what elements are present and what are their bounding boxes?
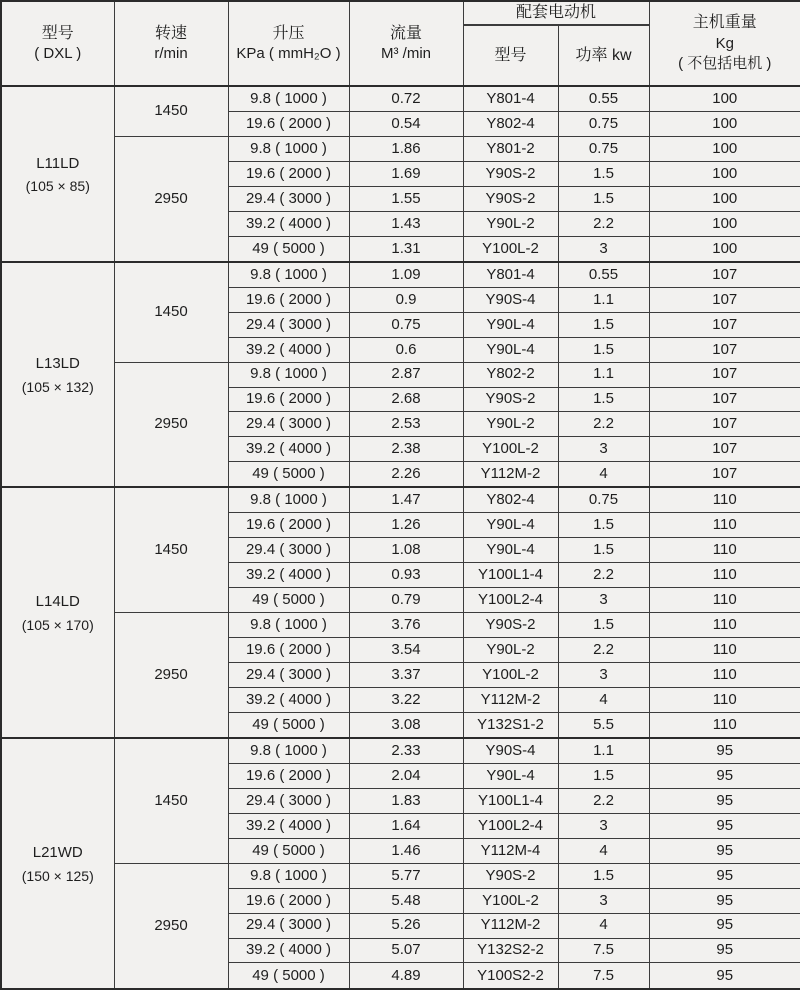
flow-cell: 4.89	[349, 963, 463, 989]
weight-cell: 100	[649, 236, 800, 262]
weight-cell: 107	[649, 262, 800, 288]
pressure-cell: 9.8 ( 1000 )	[228, 487, 349, 513]
flow-cell: 2.87	[349, 362, 463, 387]
motor-model-cell: Y90S-2	[463, 863, 558, 888]
header-flow-line1: 流量	[389, 24, 422, 42]
weight-cell: 107	[649, 337, 800, 362]
pressure-cell: 19.6 ( 2000 )	[228, 763, 349, 788]
pressure-cell: 19.6 ( 2000 )	[228, 387, 349, 412]
motor-power-cell: 0.75	[558, 487, 649, 513]
weight-cell: 95	[649, 913, 800, 938]
motor-power-cell: 5.5	[558, 712, 649, 738]
motor-power-cell: 7.5	[558, 938, 649, 963]
weight-cell: 95	[649, 963, 800, 989]
flow-cell: 1.83	[349, 788, 463, 813]
motor-model-cell: Y90L-4	[463, 513, 558, 538]
weight-cell: 95	[649, 763, 800, 788]
flow-cell: 1.31	[349, 236, 463, 262]
weight-cell: 100	[649, 86, 800, 112]
model-cell	[1, 738, 114, 989]
model-cell	[1, 86, 114, 262]
flow-cell: 1.26	[349, 513, 463, 538]
header-speed-line1: 转速	[154, 24, 187, 42]
pressure-cell: 49 ( 5000 )	[228, 838, 349, 863]
flow-cell: 0.75	[349, 312, 463, 337]
flow-cell: 5.26	[349, 913, 463, 938]
motor-model-cell: Y100L-2	[463, 236, 558, 262]
motor-power-cell: 1.5	[558, 513, 649, 538]
pressure-cell: 19.6 ( 2000 )	[228, 513, 349, 538]
pressure-cell: 9.8 ( 1000 )	[228, 86, 349, 112]
weight-cell: 110	[649, 538, 800, 563]
motor-power-cell: 2.2	[558, 412, 649, 437]
flow-cell: 1.86	[349, 136, 463, 161]
motor-model-cell: Y100S2-2	[463, 963, 558, 989]
pressure-cell: 19.6 ( 2000 )	[228, 112, 349, 137]
motor-power-cell: 0.55	[558, 86, 649, 112]
weight-cell: 107	[649, 287, 800, 312]
pressure-cell: 49 ( 5000 )	[228, 712, 349, 738]
motor-model-cell: Y90L-4	[463, 337, 558, 362]
motor-model-cell: Y90L-4	[463, 312, 558, 337]
pressure-cell: 29.4 ( 3000 )	[228, 186, 349, 211]
speed-cell: 2950	[114, 863, 228, 989]
table-row	[1, 863, 800, 888]
pressure-cell: 9.8 ( 1000 )	[228, 738, 349, 764]
motor-power-cell: 3	[558, 813, 649, 838]
motor-power-cell: 2.2	[558, 563, 649, 588]
motor-power-cell: 0.55	[558, 262, 649, 288]
pressure-cell: 19.6 ( 2000 )	[228, 888, 349, 913]
header-model	[1, 1, 114, 86]
motor-power-cell: 1.5	[558, 312, 649, 337]
weight-cell: 100	[649, 161, 800, 186]
motor-model-cell: Y90S-2	[463, 613, 558, 638]
weight-cell: 100	[649, 211, 800, 236]
model-dimensions: (105 × 132)	[21, 378, 94, 395]
table-header	[1, 1, 800, 86]
header-speed-line2: r/min	[154, 45, 188, 63]
header-flow-line2: M³ /min	[381, 45, 431, 63]
header-row-top	[1, 1, 800, 25]
model-cell	[1, 487, 114, 738]
header-pressure-line2: KPa ( mmH₂O )	[236, 45, 341, 63]
flow-cell: 3.76	[349, 613, 463, 638]
weight-cell: 107	[649, 362, 800, 387]
table-row	[1, 136, 800, 161]
motor-power-cell: 4	[558, 687, 649, 712]
weight-cell: 110	[649, 663, 800, 688]
flow-cell: 0.93	[349, 563, 463, 588]
pressure-cell: 29.4 ( 3000 )	[228, 412, 349, 437]
model-name: L13LD	[35, 355, 80, 373]
motor-model-cell: Y112M-2	[463, 913, 558, 938]
flow-cell: 1.69	[349, 161, 463, 186]
flow-cell: 1.64	[349, 813, 463, 838]
pressure-cell: 29.4 ( 3000 )	[228, 913, 349, 938]
flow-cell: 5.48	[349, 888, 463, 913]
weight-cell: 107	[649, 387, 800, 412]
motor-model-cell: Y112M-4	[463, 838, 558, 863]
header-speed	[114, 1, 228, 86]
flow-cell: 1.55	[349, 186, 463, 211]
speed-cell: 2950	[114, 136, 228, 261]
pressure-cell: 9.8 ( 1000 )	[228, 613, 349, 638]
pressure-cell: 9.8 ( 1000 )	[228, 136, 349, 161]
motor-model-cell: Y132S1-2	[463, 712, 558, 738]
flow-cell: 2.04	[349, 763, 463, 788]
flow-cell: 1.46	[349, 838, 463, 863]
flow-cell: 5.07	[349, 938, 463, 963]
flow-cell: 2.33	[349, 738, 463, 764]
motor-model-cell: Y90L-2	[463, 638, 558, 663]
speed-cell: 1450	[114, 487, 228, 612]
model-dimensions: (105 × 85)	[25, 178, 90, 195]
table-row	[1, 738, 800, 764]
table-row	[1, 613, 800, 638]
weight-cell: 100	[649, 186, 800, 211]
flow-cell: 2.26	[349, 462, 463, 488]
weight-cell: 95	[649, 888, 800, 913]
motor-model-cell: Y132S2-2	[463, 938, 558, 963]
motor-power-cell: 3	[558, 663, 649, 688]
weight-cell: 95	[649, 863, 800, 888]
motor-model-cell: Y801-4	[463, 262, 558, 288]
speed-cell: 1450	[114, 86, 228, 136]
model-name: L11LD	[36, 154, 80, 172]
table-body	[1, 86, 800, 989]
weight-cell: 110	[649, 687, 800, 712]
motor-power-cell: 3	[558, 236, 649, 262]
flow-cell: 0.6	[349, 337, 463, 362]
pressure-cell: 9.8 ( 1000 )	[228, 362, 349, 387]
motor-model-cell: Y90L-2	[463, 211, 558, 236]
weight-cell: 100	[649, 136, 800, 161]
motor-model-cell: Y100L2-4	[463, 813, 558, 838]
motor-model-cell: Y90L-2	[463, 412, 558, 437]
pressure-cell: 39.2 ( 4000 )	[228, 337, 349, 362]
flow-cell: 3.37	[349, 663, 463, 688]
motor-model-cell: Y90L-4	[463, 763, 558, 788]
flow-cell: 2.53	[349, 412, 463, 437]
motor-power-cell: 1.1	[558, 287, 649, 312]
flow-cell: 3.22	[349, 687, 463, 712]
pressure-cell: 19.6 ( 2000 )	[228, 161, 349, 186]
header-pressure	[228, 1, 349, 86]
motor-model-cell: Y100L1-4	[463, 563, 558, 588]
speed-cell: 1450	[114, 262, 228, 362]
model-dimensions: (105 × 170)	[21, 616, 94, 633]
flow-cell: 5.77	[349, 863, 463, 888]
weight-cell: 110	[649, 487, 800, 513]
weight-cell: 110	[649, 513, 800, 538]
table-row	[1, 86, 800, 112]
pressure-cell: 39.2 ( 4000 )	[228, 563, 349, 588]
header-model-line1: 型号	[41, 24, 74, 42]
pressure-cell: 39.2 ( 4000 )	[228, 938, 349, 963]
motor-model-cell: Y112M-2	[463, 462, 558, 488]
motor-power-cell: 7.5	[558, 963, 649, 989]
motor-power-cell: 0.75	[558, 112, 649, 137]
motor-model-cell: Y100L2-4	[463, 588, 558, 613]
flow-cell: 1.47	[349, 487, 463, 513]
motor-power-cell: 3	[558, 437, 649, 462]
motor-power-cell: 1.5	[558, 337, 649, 362]
model-cell	[1, 262, 114, 488]
speed-cell: 1450	[114, 738, 228, 863]
weight-cell: 110	[649, 588, 800, 613]
motor-model-cell: Y100L-2	[463, 663, 558, 688]
flow-cell: 1.09	[349, 262, 463, 288]
table-row	[1, 262, 800, 288]
header-motor-group: 配套电动机	[463, 1, 649, 25]
model-name: L14LD	[35, 593, 80, 611]
pressure-cell: 39.2 ( 4000 )	[228, 437, 349, 462]
pressure-cell: 29.4 ( 3000 )	[228, 788, 349, 813]
motor-power-cell: 1.5	[558, 186, 649, 211]
motor-model-cell: Y90S-4	[463, 738, 558, 764]
pressure-cell: 49 ( 5000 )	[228, 588, 349, 613]
flow-cell: 2.68	[349, 387, 463, 412]
pressure-cell: 39.2 ( 4000 )	[228, 211, 349, 236]
motor-power-cell: 1.5	[558, 613, 649, 638]
header-motor-model: 型号	[463, 25, 558, 86]
weight-cell: 95	[649, 788, 800, 813]
motor-power-cell: 2.2	[558, 211, 649, 236]
flow-cell: 1.43	[349, 211, 463, 236]
weight-cell: 110	[649, 563, 800, 588]
pressure-cell: 29.4 ( 3000 )	[228, 663, 349, 688]
flow-cell: 0.9	[349, 287, 463, 312]
header-model-line2: ( DXL )	[34, 45, 82, 63]
pressure-cell: 49 ( 5000 )	[228, 963, 349, 989]
header-motor-power: 功率 kw	[558, 25, 649, 86]
pressure-cell: 9.8 ( 1000 )	[228, 262, 349, 288]
header-weight-line1: 主机重量	[692, 14, 757, 32]
motor-model-cell: Y802-2	[463, 362, 558, 387]
pressure-cell: 29.4 ( 3000 )	[228, 538, 349, 563]
weight-cell: 107	[649, 412, 800, 437]
weight-cell: 95	[649, 738, 800, 764]
motor-power-cell: 1.5	[558, 538, 649, 563]
weight-cell: 95	[649, 813, 800, 838]
motor-power-cell: 4	[558, 913, 649, 938]
weight-cell: 95	[649, 838, 800, 863]
motor-power-cell: 1.5	[558, 763, 649, 788]
motor-power-cell: 4	[558, 838, 649, 863]
weight-cell: 95	[649, 938, 800, 963]
weight-cell: 107	[649, 312, 800, 337]
flow-cell: 3.08	[349, 712, 463, 738]
flow-cell: 0.79	[349, 588, 463, 613]
pressure-cell: 29.4 ( 3000 )	[228, 312, 349, 337]
motor-model-cell: Y100L-2	[463, 888, 558, 913]
motor-model-cell: Y802-4	[463, 487, 558, 513]
header-pressure-line1: 升压	[272, 24, 305, 42]
header-weight-line2: Kg	[715, 35, 734, 53]
motor-model-cell: Y90S-2	[463, 186, 558, 211]
flow-cell: 2.38	[349, 437, 463, 462]
pressure-cell: 19.6 ( 2000 )	[228, 287, 349, 312]
model-dimensions: (150 × 125)	[21, 867, 94, 884]
motor-model-cell: Y100L1-4	[463, 788, 558, 813]
pressure-cell: 9.8 ( 1000 )	[228, 863, 349, 888]
weight-cell: 100	[649, 112, 800, 137]
weight-cell: 110	[649, 638, 800, 663]
pressure-cell: 49 ( 5000 )	[228, 236, 349, 262]
motor-power-cell: 1.1	[558, 738, 649, 764]
motor-power-cell: 4	[558, 462, 649, 488]
motor-model-cell: Y802-4	[463, 112, 558, 137]
model-name: L21WD	[32, 844, 83, 862]
pressure-cell: 39.2 ( 4000 )	[228, 813, 349, 838]
table-row	[1, 487, 800, 513]
weight-cell: 110	[649, 712, 800, 738]
table-row	[1, 362, 800, 387]
speed-cell: 2950	[114, 613, 228, 738]
flow-cell: 1.08	[349, 538, 463, 563]
flow-cell: 3.54	[349, 638, 463, 663]
motor-power-cell: 3	[558, 588, 649, 613]
motor-power-cell: 0.75	[558, 136, 649, 161]
weight-cell: 107	[649, 437, 800, 462]
header-flow	[349, 1, 463, 86]
motor-model-cell: Y112M-2	[463, 687, 558, 712]
motor-model-cell: Y90S-2	[463, 161, 558, 186]
weight-cell: 107	[649, 462, 800, 488]
pressure-cell: 39.2 ( 4000 )	[228, 687, 349, 712]
motor-model-cell: Y90L-4	[463, 538, 558, 563]
flow-cell: 0.72	[349, 86, 463, 112]
motor-model-cell: Y100L-2	[463, 437, 558, 462]
weight-cell: 110	[649, 613, 800, 638]
motor-power-cell: 1.5	[558, 161, 649, 186]
motor-power-cell: 2.2	[558, 638, 649, 663]
speed-cell: 2950	[114, 362, 228, 487]
motor-power-cell: 1.1	[558, 362, 649, 387]
motor-model-cell: Y90S-4	[463, 287, 558, 312]
header-weight	[649, 1, 800, 86]
motor-power-cell: 1.5	[558, 387, 649, 412]
motor-model-cell: Y801-2	[463, 136, 558, 161]
motor-power-cell: 2.2	[558, 788, 649, 813]
flow-cell: 0.54	[349, 112, 463, 137]
motor-model-cell: Y801-4	[463, 86, 558, 112]
motor-power-cell: 3	[558, 888, 649, 913]
header-weight-line3: ( 不包括电机 )	[678, 55, 772, 73]
pressure-cell: 49 ( 5000 )	[228, 462, 349, 488]
motor-power-cell: 1.5	[558, 863, 649, 888]
motor-model-cell: Y90S-2	[463, 387, 558, 412]
pressure-cell: 19.6 ( 2000 )	[228, 638, 349, 663]
